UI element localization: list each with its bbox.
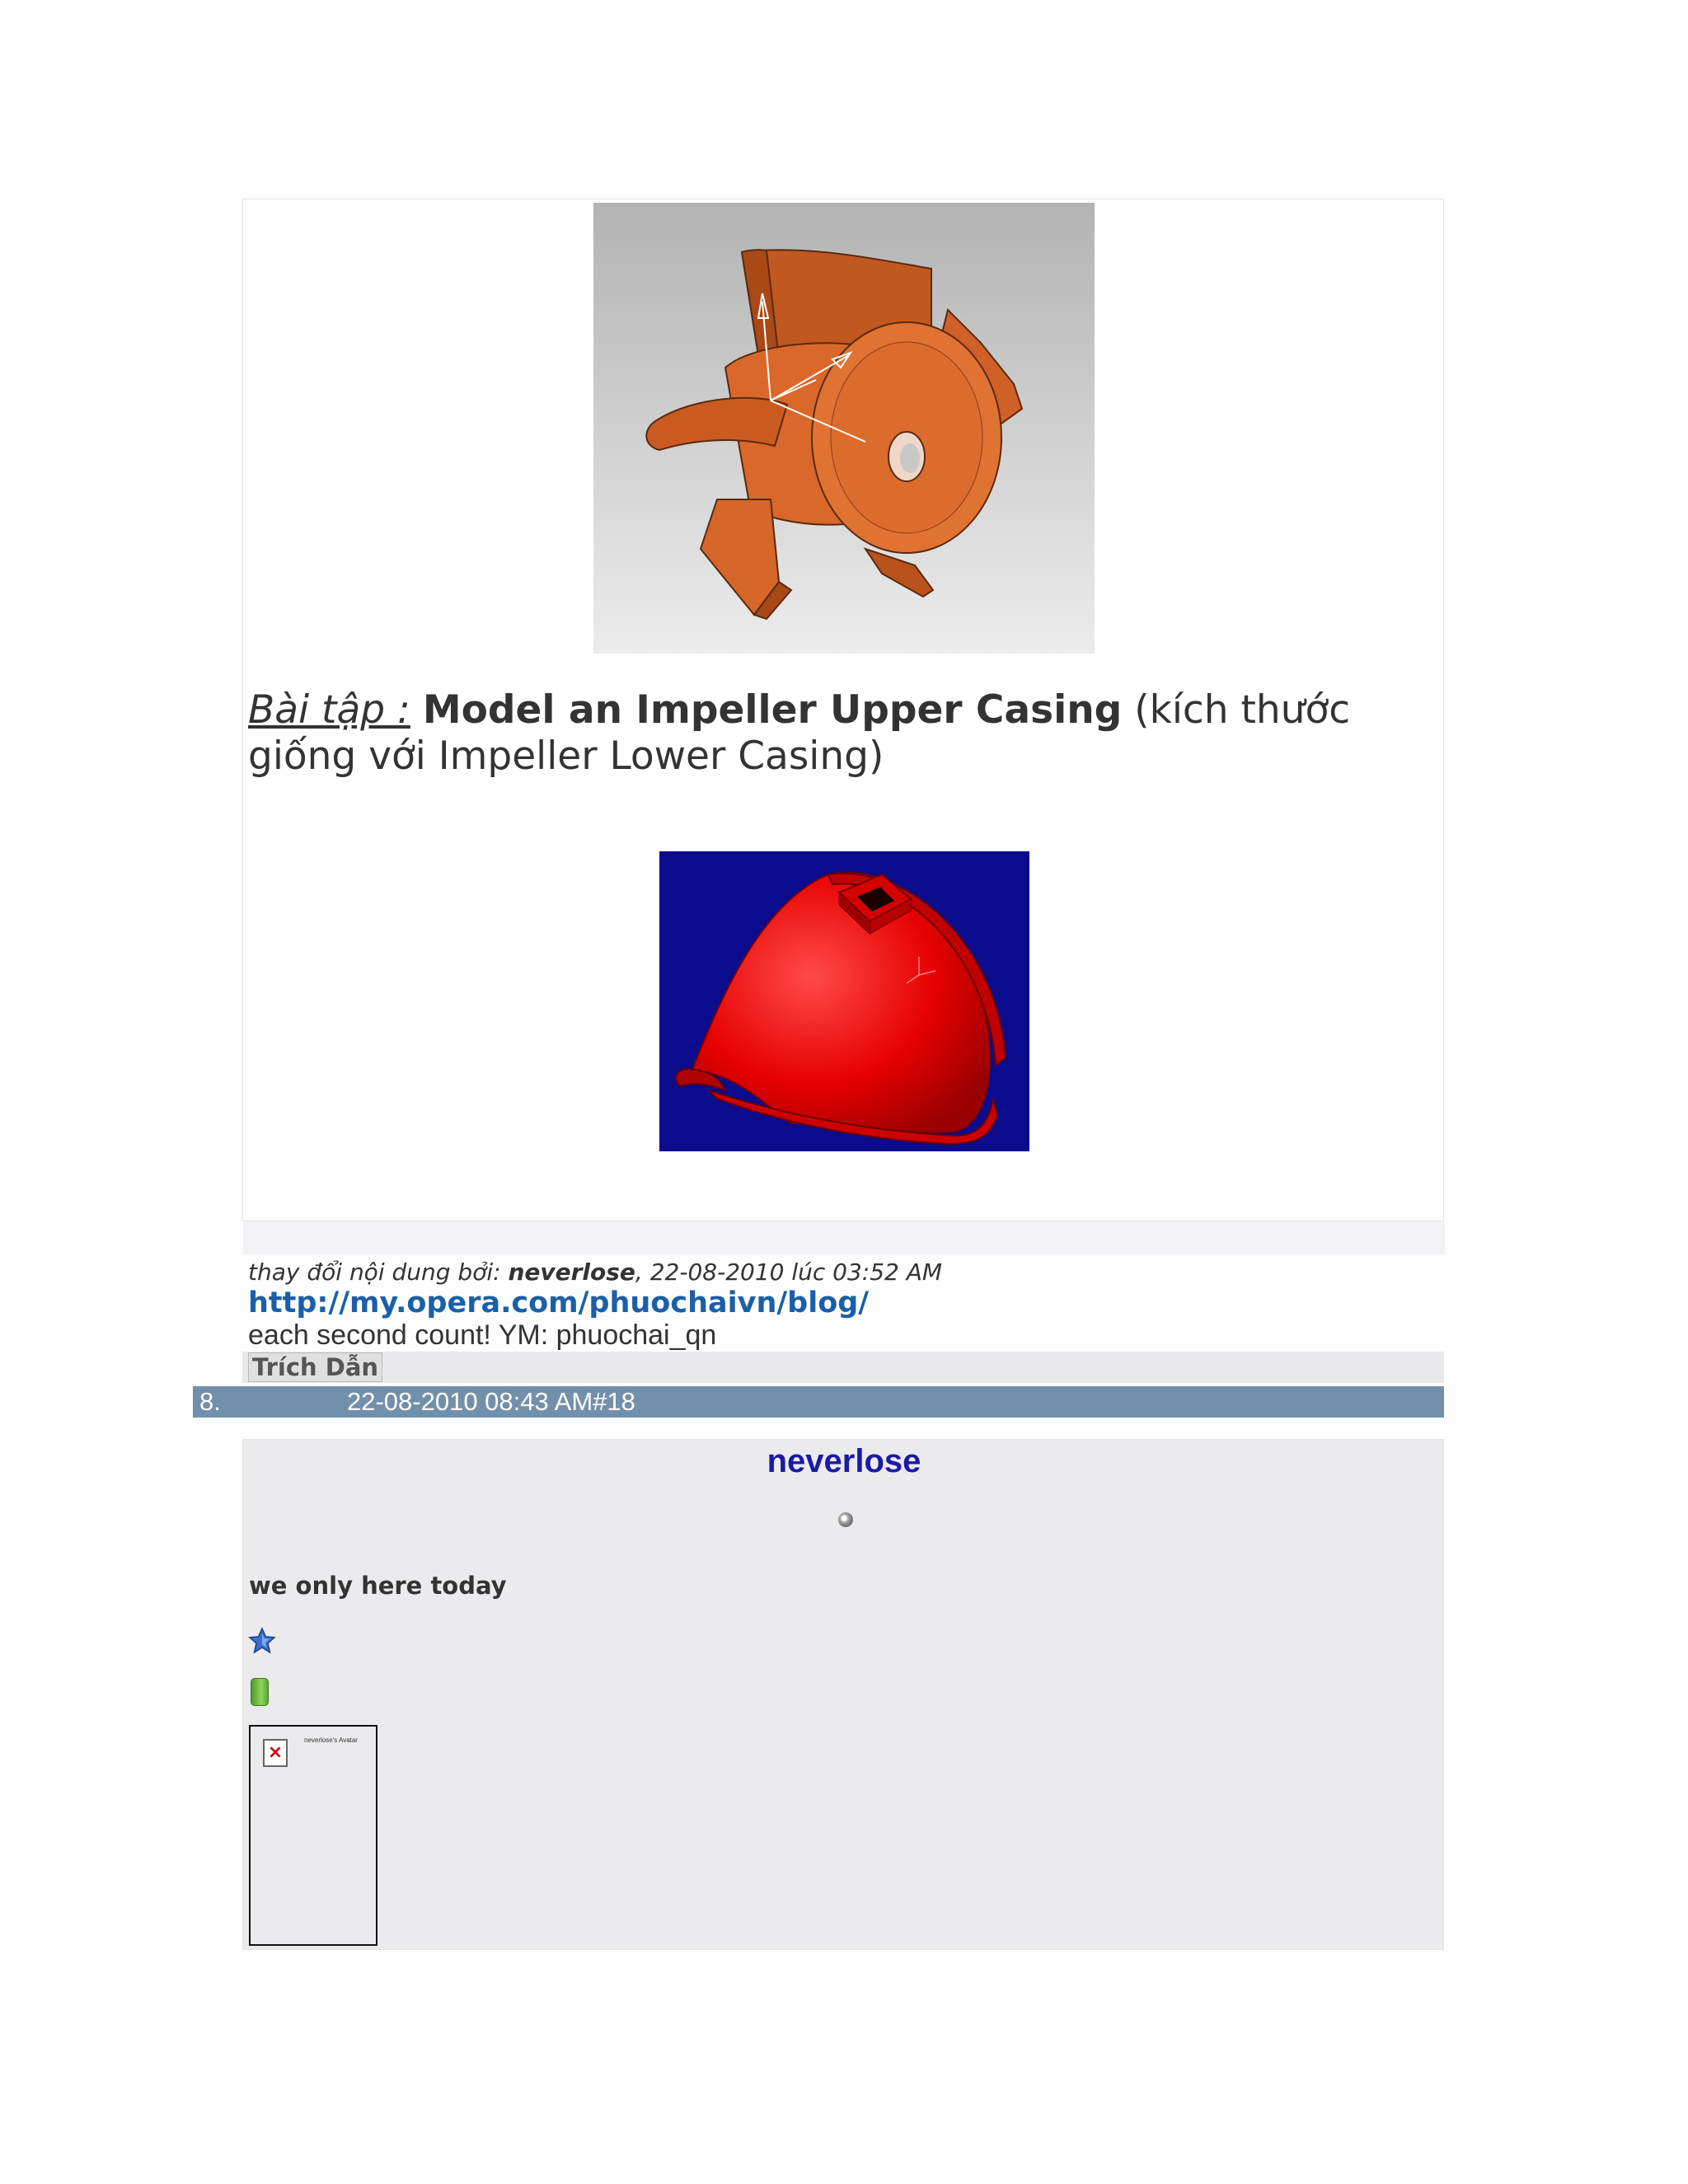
exercise-heading [248,687,1443,780]
broken-image-icon: × [263,1739,288,1767]
exercise-title: Model an Impeller Upper Casing [422,687,1123,733]
post-header-bar [193,1386,1444,1418]
impeller-casing-image [659,851,1029,1151]
post-number: 8. [199,1387,221,1416]
signature-text: each second count! YM: phuochai_qn [248,1319,717,1351]
post-content-box [242,199,1444,1221]
quote-bar [242,1352,1444,1383]
post-date: 22-08-2010 08:43 AM#18 [347,1387,635,1416]
edit-note-editor: neverlose [508,1258,635,1286]
username-link[interactable]: neverlose [767,1443,921,1479]
user-info-panel [242,1439,1444,1950]
edit-note [248,1258,942,1286]
quote-button[interactable]: Trích Dẫn [248,1352,382,1382]
exercise-note: (kích thước giống với Impeller Lower Casing) [248,687,1351,779]
edit-note-suffix: , 22-08-2010 lúc 03:52 AM [635,1258,943,1286]
avatar[interactable] [249,1725,377,1946]
rank-star-icon [248,1627,276,1655]
exercise-label: Bài tập : [248,687,410,733]
avatar-alt-text: neverlose's Avatar [304,1736,358,1744]
edit-note-prefix: thay đổi nội dung bởi: [248,1258,509,1286]
online-status-icon [838,1512,853,1527]
reputation-icon [251,1678,269,1706]
user-title: we only here today [249,1572,507,1600]
impeller-model-image [593,203,1095,654]
post-footer-band [243,1221,1445,1254]
signature-link[interactable]: http://my.opera.com/phuochaivn/blog/ [248,1286,870,1319]
